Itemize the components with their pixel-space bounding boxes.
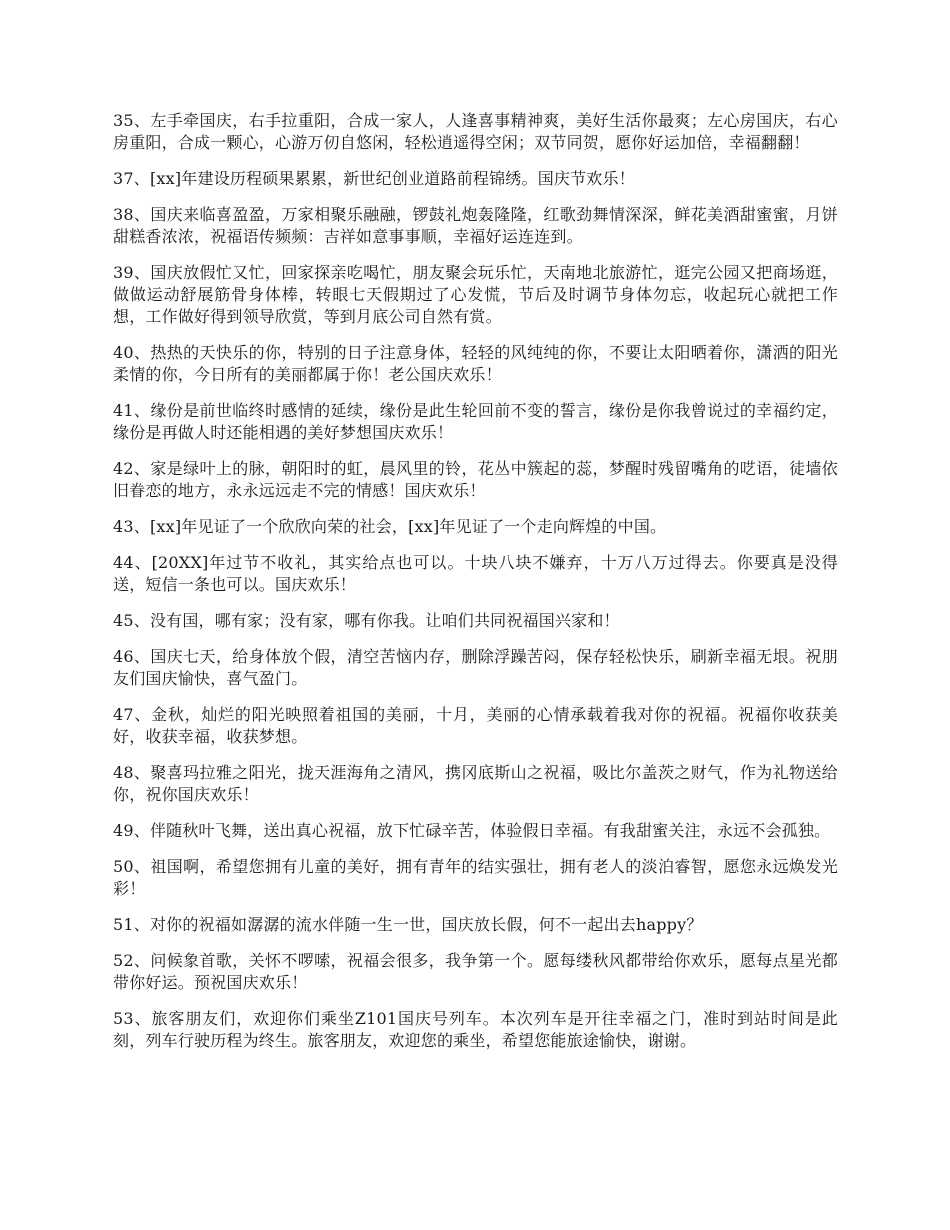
paragraph-44: 44、[20XX]年过节不收礼，其实给点也可以。十块八块不嫌弃，十万八万过得去。你要真是没得送，短信一条也可以。国庆欢乐！	[113, 553, 838, 594]
paragraph-50: 50、祖国啊，希望您拥有儿童的美好，拥有青年的结实强壮，拥有老人的淡泊睿智，愿您永远焕发光彩！	[113, 857, 838, 898]
paragraph-49: 49、伴随秋叶飞舞，送出真心祝福，放下忙碌辛苦，体验假日幸福。有我甜蜜关注，永远不会孤独。	[113, 821, 831, 840]
paragraph-52: 52、问候象首歌，关怀不啰嗦，祝福会很多，我争第一个。愿每缕秋风都带给你欢乐，愿每点星光都带你好运。预祝国庆欢乐！	[113, 951, 838, 992]
paragraph-40: 40、热热的天快乐的你，特别的日子注意身体，轻轻的风纯纯的你，不要让太阳晒着你，潇洒的阳光柔情的你，今日所有的美丽都属于你！老公国庆欢乐！	[113, 343, 838, 384]
paragraph-46: 46、国庆七天，给身体放个假，清空苦恼内存，删除浮躁苦闷，保存轻松快乐，刷新幸福无垠。祝朋友们国庆愉快，喜气盈门。	[113, 647, 838, 688]
paragraph-53: 53、旅客朋友们，欢迎你们乘坐Z101国庆号列车。本次列车是开往幸福之门，准时到站时间是此刻，列车行驶历程为终生。旅客朋友，欢迎您的乘坐，希望您能旅途愉快，谢谢。	[113, 1009, 838, 1050]
paragraph-45: 45、没有国，哪有家；没有家，哪有你我。让咱们共同祝福国兴家和！	[113, 611, 620, 630]
paragraph-35: 35、左手牵国庆，右手拉重阳，合成一家人，人逢喜事精神爽，美好生活你最爽；左心房国庆，右心房重阳，合成一颗心，心游万仞自悠闲，轻松逍遥得空闲；双节同贺，愿你好运加倍，幸福翻翻！	[113, 111, 838, 152]
paragraph-51: 51、对你的祝福如潺潺的流水伴随一生一世，国庆放长假，何不一起出去happy？	[113, 915, 703, 934]
paragraph-39: 39、国庆放假忙又忙，回家探亲吃喝忙，朋友聚会玩乐忙，天南地北旅游忙，逛完公园又把商场逛，做做运动舒展筋骨身体棒，转眼七天假期过了心发慌，节后及时调节身体勿忘，收起玩心就把工作想，工作做好得到领导欣赏，等到月底公司自然有赏。	[113, 263, 838, 326]
paragraph-48: 48、聚喜玛拉雅之阳光，拢天涯海角之清风，携冈底斯山之祝福，吸比尔盖茨之财气，作为礼物送给你，祝你国庆欢乐！	[113, 763, 838, 804]
paragraph-42: 42、家是绿叶上的脉，朝阳时的虹，晨风里的铃，花丛中簇起的蕊，梦醒时残留嘴角的呓语，徒墙依旧眷恋的地方，永永远远走不完的情感！国庆欢乐！	[113, 459, 838, 500]
document-body	[113, 110, 838, 1066]
paragraph-43: 43、[xx]年见证了一个欣欣向荣的社会，[xx]年见证了一个走向辉煌的中国。	[113, 517, 667, 536]
paragraph-47: 47、金秋，灿烂的阳光映照着祖国的美丽，十月，美丽的心情承载着我对你的祝福。祝福你收获美好，收获幸福，收获梦想。	[113, 705, 838, 746]
paragraph-37: 37、[xx]年建设历程硕果累累，新世纪创业道路前程锦绣。国庆节欢乐！	[113, 169, 635, 188]
paragraph-38: 38、国庆来临喜盈盈，万家相聚乐融融，锣鼓礼炮轰隆隆，红歌劲舞情深深，鲜花美酒甜蜜蜜，月饼甜糕香浓浓，祝福语传频频：吉祥如意事事顺，幸福好运连连到。	[113, 205, 838, 246]
paragraph-41: 41、缘份是前世临终时感情的延续，缘份是此生轮回前不变的誓言，缘份是你我曾说过的幸福约定，缘份是再做人时还能相遇的美好梦想国庆欢乐！	[113, 401, 838, 442]
